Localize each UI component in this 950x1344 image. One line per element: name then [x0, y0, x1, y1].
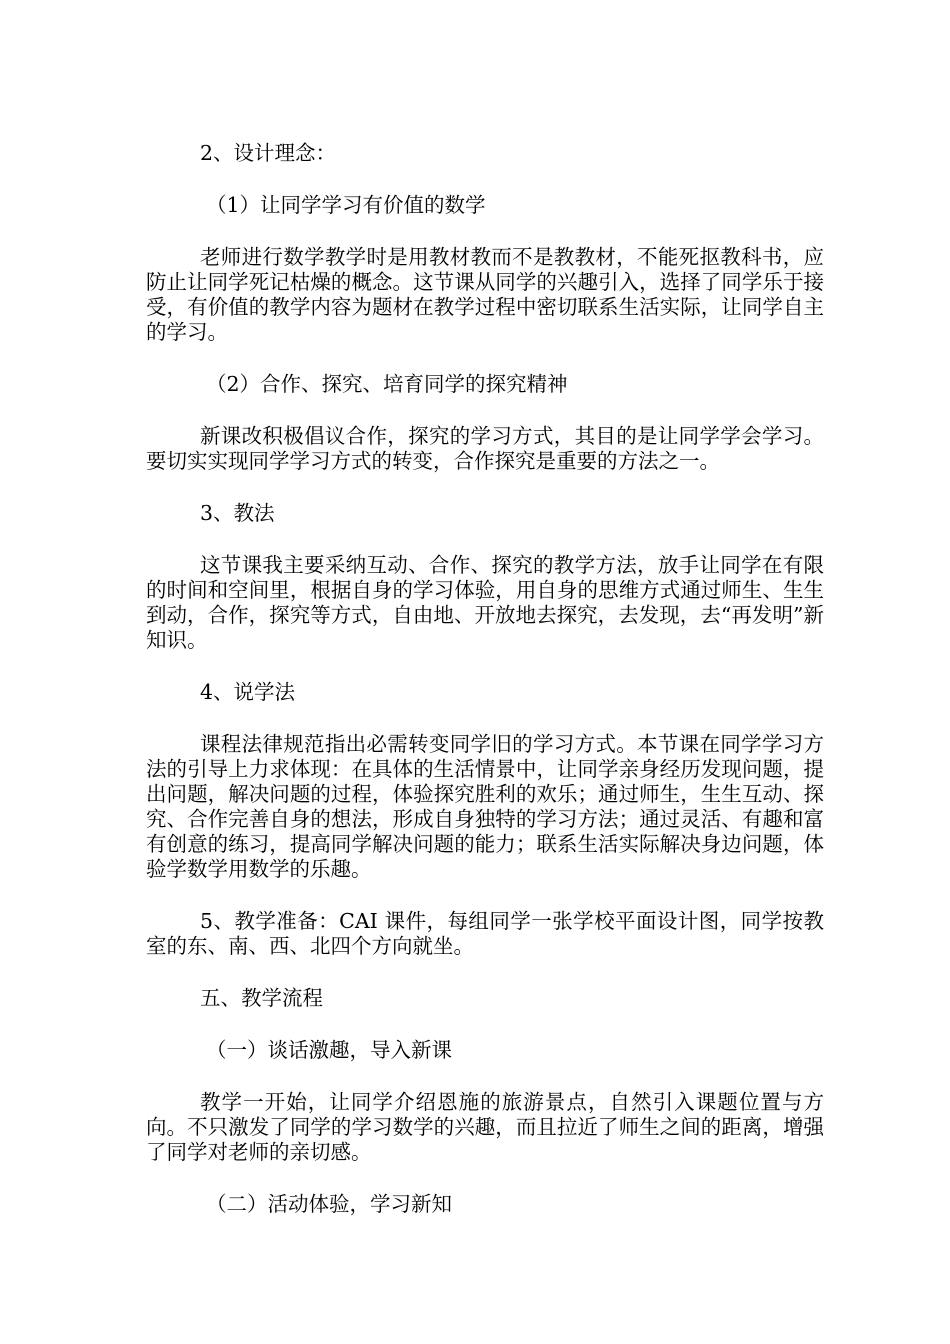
- subheading-activity-experience: （二）活动体验，学习新知: [206, 1192, 452, 1216]
- subheading-cooperation-inquiry: （2）合作、探究、培育同学的探究精神: [206, 372, 568, 396]
- paragraph-teaching-materials: 老师进行数学教学时是用教材教而不是教教材，不能死抠教科书，应防止让同学死记枯燥的概念。这节课从同学的兴趣引入，选择了同学乐于接受，有价值的教学内容为题材在教学过程中密切联系生活实际，让同学自主的学习。: [146, 245, 824, 344]
- section-heading-learning-method: 4、说学法: [200, 680, 296, 704]
- subheading-valuable-math: （1）让同学学习有价值的数学: [206, 193, 486, 217]
- paragraph-new-curriculum: 新课改积极倡议合作，探究的学习方式，其目的是让同学学会学习。要切实实现同学学习方式的转变，合作探究是重要的方法之一。: [146, 424, 824, 473]
- paragraph-introduction: 教学一开始，让同学介绍恩施的旅游景点，自然引入课题位置与方向。不只激发了同学的学习数学的兴趣，而且拉近了师生之间的距离，增强了同学对老师的亲切感。: [146, 1090, 824, 1164]
- paragraph-learning-method: 课程法律规范指出必需转变同学旧的学习方式。本节课在同学学习方法的引导上力求体现：在具体的生活情景中，让同学亲身经历发现问题，提出问题，解决问题的过程，体验探究胜利的欢乐；通过师生，生生互动、探究、合作完善自身的想法，形成自身独特的学习方法；通过灵活、有趣和富有创意的练习，提高同学解决问题的能力；联系生活实际解决身边问题，体验学数学用数学的乐趣。: [146, 732, 824, 881]
- subheading-introduction: （一）谈话激趣，导入新课: [206, 1038, 452, 1062]
- section-heading-teaching-method: 3、教法: [200, 501, 275, 525]
- paragraph-teaching-preparation: 5、教学准备：CAI 课件，每组同学一张学校平面设计图，同学按教室的东、南、西、北四个方向就坐。: [146, 909, 824, 958]
- section-heading-design-concept: 2、设计理念：: [200, 141, 337, 165]
- section-heading-teaching-process: 五、教学流程: [200, 986, 323, 1010]
- paragraph-teaching-method: 这节课我主要采纳互动、合作、探究的教学方法，放手让同学在有限的时间和空间里，根据自身的学习体验，用自身的思维方式通过师生、生生到动，合作，探究等方式，自由地、开放地去探究，去发现，去“再发明”新知识。: [146, 553, 824, 652]
